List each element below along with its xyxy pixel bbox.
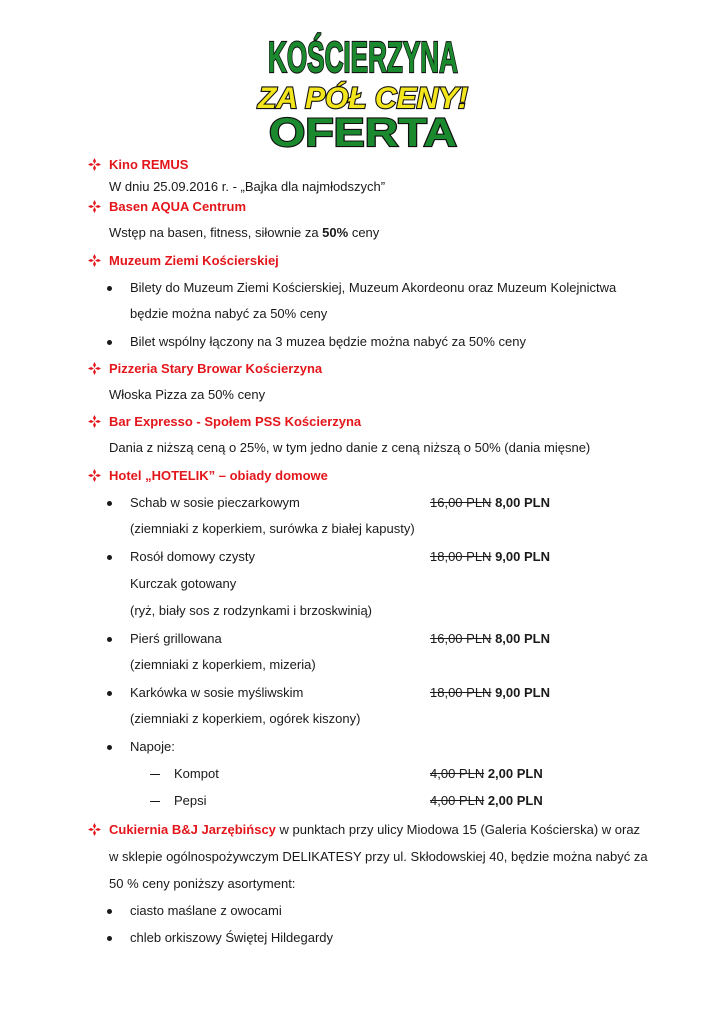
cukiernia-line-1: Cukiernia B&J Jarzębińscy w punktach przy ulicy Miodowa 15 (Galeria Kościerska) w oraz	[109, 822, 641, 837]
drink-name: Kompot	[174, 766, 219, 781]
section-title-pizzeria: Pizzeria Stary Browar Kościerzyna	[109, 361, 323, 376]
menu-item-price	[430, 549, 550, 564]
logo-line-koscierzyna: KOŚCIERZYNA	[267, 33, 588, 82]
cukiernia-line-3: 50 % ceny poniższy asortyment:	[109, 876, 296, 891]
diamond-bullet-icon	[88, 200, 101, 213]
old-price: 4,00 PLN	[430, 766, 485, 781]
dash-bullet	[150, 801, 160, 802]
new-price: 2,00 PLN	[487, 766, 543, 781]
logo-line-za-pol-ceny: ZA PÓŁ CENY!	[257, 82, 469, 115]
menu-item-note: (ziemniaki z koperkiem, surówka z białej kapusty)	[130, 521, 415, 536]
section-title-basen: Basen AQUA Centrum	[109, 199, 247, 214]
menu-item-note: Kurczak gotowany	[130, 576, 237, 591]
old-price: 18,00 PLN	[430, 549, 492, 564]
section-text-pizzeria: Włoska Pizza za 50% ceny	[109, 387, 266, 402]
bullet-dot	[107, 501, 112, 506]
menu-item-price	[430, 631, 550, 646]
new-price: 9,00 PLN	[495, 549, 550, 564]
bullet-dot	[107, 555, 112, 560]
new-price: 8,00 PLN	[495, 631, 550, 646]
menu-item-price	[430, 685, 550, 700]
diamond-bullet-icon	[88, 254, 101, 267]
menu-item-price	[430, 495, 550, 510]
new-price: 9,00 PLN	[495, 685, 550, 700]
menu-item-name: Karkówka w sosie myśliwskim	[130, 685, 304, 700]
section-text-kino: W dniu 25.09.2016 r. - „Bajka dla najmłodszych”	[109, 179, 386, 194]
diamond-bullet-icon	[88, 823, 101, 836]
cukiernia-item: chleb orkiszowy Świętej Hildegardy	[130, 930, 334, 945]
muzeum-bullet-1-line-2: będzie można nabyć za 50% ceny	[130, 306, 328, 321]
bullet-dot	[107, 637, 112, 642]
bullet-dot	[107, 691, 112, 696]
old-price: 4,00 PLN	[430, 793, 485, 808]
section-title-muzeum: Muzeum Ziemi Kościerskiej	[109, 253, 279, 268]
new-price: 2,00 PLN	[487, 793, 543, 808]
section-text-basen: Wstęp na basen, fitness, siłownie za 50% ceny	[109, 225, 380, 240]
diamond-bullet-icon	[88, 362, 101, 375]
old-price: 16,00 PLN	[430, 495, 492, 510]
logo-graphic	[233, 28, 588, 155]
bullet-dot	[107, 340, 112, 345]
header-logo	[0, 28, 725, 158]
drink-price	[430, 766, 543, 781]
old-price: 18,00 PLN	[430, 685, 492, 700]
drink-name: Pepsi	[174, 793, 207, 808]
diamond-bullet-icon	[88, 415, 101, 428]
menu-item-name: Schab w sosie pieczarkowym	[130, 495, 300, 510]
new-price: 8,00 PLN	[495, 495, 550, 510]
section-title-hotel: Hotel „HOTELIK” – obiady domowe	[109, 468, 328, 483]
old-price: 16,00 PLN	[430, 631, 492, 646]
diamond-bullet-icon	[88, 158, 101, 171]
muzeum-bullet-1-line-1: Bilety do Muzeum Ziemi Kościerskiej, Muzeum Akordeonu oraz Muzeum Kolejnictwa	[130, 280, 617, 295]
diamond-bullet-icon	[88, 469, 101, 482]
menu-item-note: (ryż, biały sos z rodzynkami i brzoskwinią)	[130, 603, 373, 618]
section-title-cukiernia: Cukiernia B&J Jarzębińscy	[109, 822, 276, 837]
drinks-label: Napoje:	[130, 739, 175, 754]
bullet-dot	[107, 745, 112, 750]
section-text-bar: Dania z niższą ceną o 25%, w tym jedno danie z ceną niższą o 50% (dania mięsne)	[109, 440, 591, 455]
cukiernia-item: ciasto maślane z owocami	[130, 903, 282, 918]
dash-bullet	[150, 774, 160, 775]
bullet-dot	[107, 286, 112, 291]
bullet-dot	[107, 936, 112, 941]
logo-line-oferta: OFERTA	[268, 111, 457, 155]
cukiernia-line-2: w sklepie ogólnospożywczym DELIKATESY przy ul. Skłodowskiej 40, będzie można nabyć za	[109, 849, 648, 864]
muzeum-bullet-2: Bilet wspólny łączony na 3 muzea będzie można nabyć za 50% ceny	[130, 334, 526, 349]
section-title-kino: Kino REMUS	[109, 157, 189, 172]
menu-item-note: (ziemniaki z koperkiem, ogórek kiszony)	[130, 711, 361, 726]
menu-item-name: Rosół domowy czysty	[130, 549, 255, 564]
bullet-dot	[107, 909, 112, 914]
menu-item-note: (ziemniaki z koperkiem, mizeria)	[130, 657, 316, 672]
menu-item-name: Pierś grillowana	[130, 631, 222, 646]
section-title-bar: Bar Expresso - Społem PSS Kościerzyna	[109, 414, 362, 429]
drink-price	[430, 793, 543, 808]
